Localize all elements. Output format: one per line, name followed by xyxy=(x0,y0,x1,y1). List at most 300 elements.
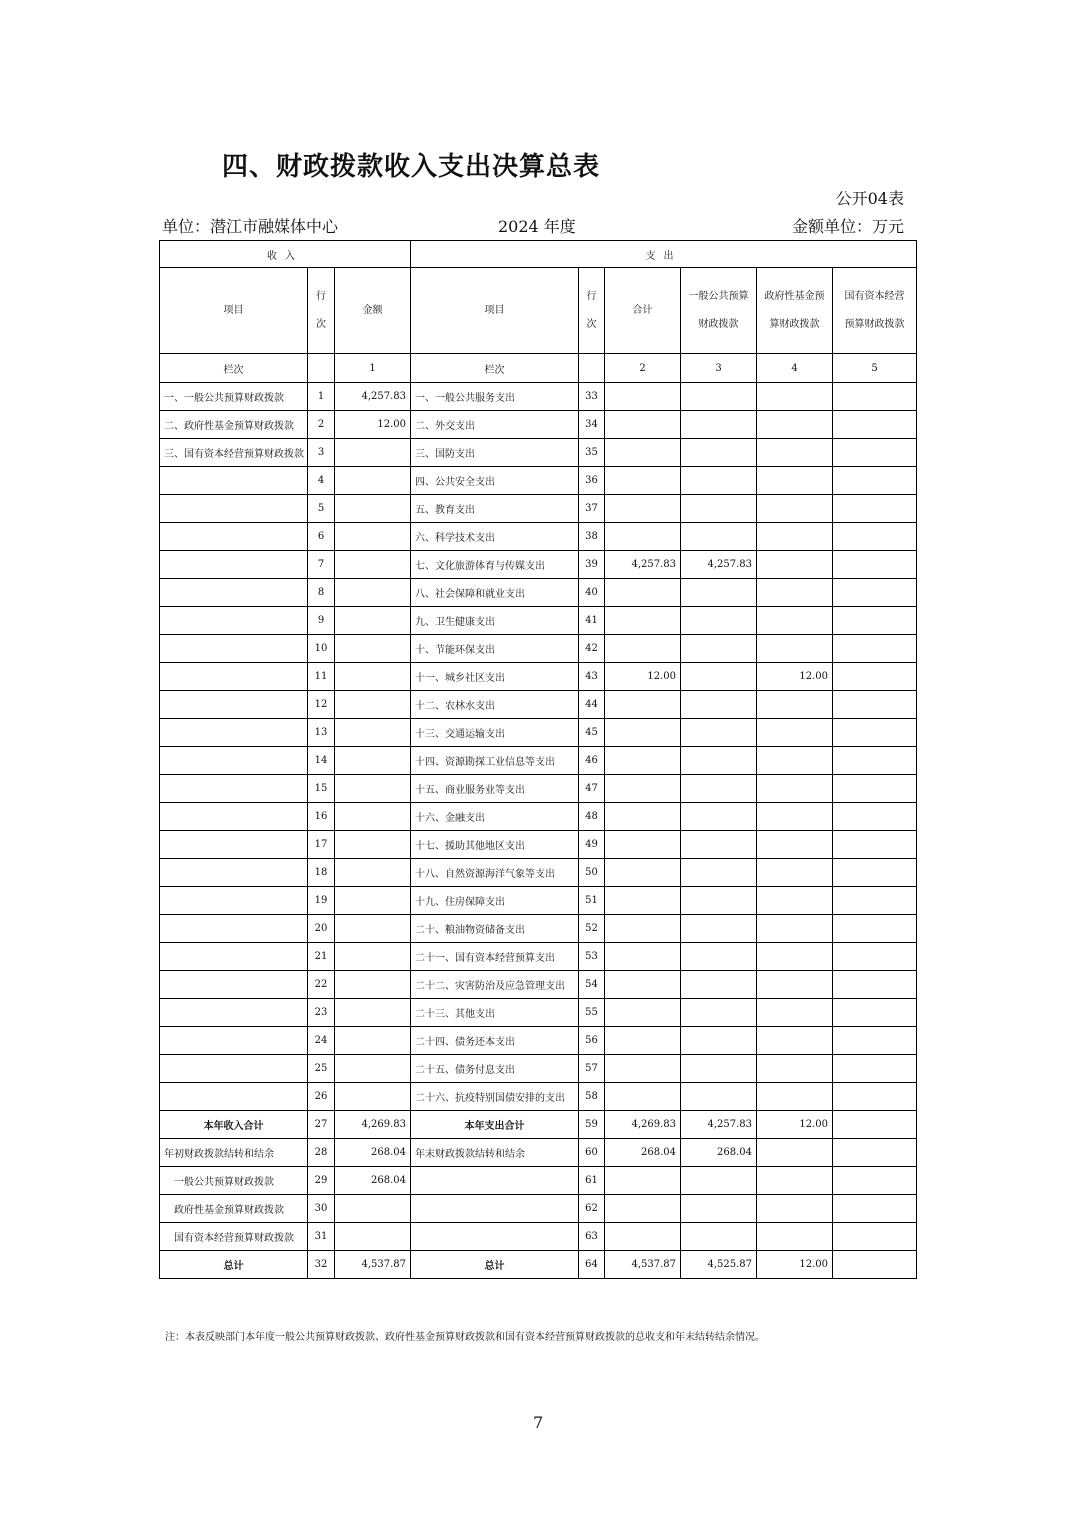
expense-item: 八、社会保障和就业支出 xyxy=(411,579,579,607)
fund-budget-amount xyxy=(757,495,833,523)
income-line-no: 1 xyxy=(308,383,335,411)
state-capital-amount xyxy=(833,467,917,495)
income-item xyxy=(160,747,308,775)
fund-budget-amount: 12.00 xyxy=(757,1111,833,1139)
state-capital-amount xyxy=(833,915,917,943)
income-item xyxy=(160,635,308,663)
income-item xyxy=(160,971,308,999)
income-line-no: 14 xyxy=(308,747,335,775)
income-amount xyxy=(335,1083,411,1111)
expense-total xyxy=(605,915,681,943)
state-capital-amount xyxy=(833,495,917,523)
state-capital-amount xyxy=(833,1251,917,1279)
expense-item xyxy=(411,1223,579,1251)
fund-budget-amount xyxy=(757,1083,833,1111)
income-line-no: 2 xyxy=(308,411,335,439)
income-amount xyxy=(335,915,411,943)
expense-line-no: 52 xyxy=(579,915,605,943)
expense-total xyxy=(605,1027,681,1055)
income-item xyxy=(160,607,308,635)
general-budget-amount xyxy=(681,383,757,411)
income-item xyxy=(160,551,308,579)
table-row xyxy=(160,1055,917,1083)
income-item xyxy=(160,663,308,691)
income-item xyxy=(160,1083,308,1111)
expense-line-no: 60 xyxy=(579,1139,605,1167)
expense-total xyxy=(605,971,681,999)
income-line-no: 3 xyxy=(308,439,335,467)
state-capital-amount xyxy=(833,1111,917,1139)
state-capital-amount xyxy=(833,383,917,411)
table-row xyxy=(160,635,917,663)
state-capital-amount xyxy=(833,691,917,719)
expense-line-no: 33 xyxy=(579,383,605,411)
expense-total xyxy=(605,495,681,523)
income-line-no: 32 xyxy=(308,1251,335,1279)
income-line-header: 行次 xyxy=(308,268,335,354)
fund-budget-amount xyxy=(757,635,833,663)
expense-item: 十三、交通运输支出 xyxy=(411,719,579,747)
general-budget-amount xyxy=(681,439,757,467)
general-budget-amount: 4,257.83 xyxy=(681,1111,757,1139)
income-amount: 268.04 xyxy=(335,1167,411,1195)
expense-item: 二十五、债务付息支出 xyxy=(411,1055,579,1083)
general-budget-amount xyxy=(681,1167,757,1195)
expense-item: 一、一般公共服务支出 xyxy=(411,383,579,411)
table-row xyxy=(160,607,917,635)
expense-item: 六、科学技术支出 xyxy=(411,523,579,551)
general-budget-amount xyxy=(681,579,757,607)
expense-total xyxy=(605,635,681,663)
expense-total xyxy=(605,411,681,439)
income-line-no: 29 xyxy=(308,1167,335,1195)
table-row xyxy=(160,551,917,579)
income-item: 一般公共预算财政拨款 xyxy=(160,1167,308,1195)
expense-item: 二十六、抗疫特别国债安排的支出 xyxy=(411,1083,579,1111)
table-row xyxy=(160,1083,917,1111)
general-budget-amount xyxy=(681,775,757,803)
expense-line-no: 45 xyxy=(579,719,605,747)
expense-line-no: 34 xyxy=(579,411,605,439)
fund-budget-amount xyxy=(757,999,833,1027)
fund-budget-amount xyxy=(757,1139,833,1167)
table-row xyxy=(160,439,917,467)
income-line-no: 24 xyxy=(308,1027,335,1055)
general-budget-header: 一般公共预算财政拨款 xyxy=(681,268,757,354)
general-budget-amount xyxy=(681,1027,757,1055)
income-amount xyxy=(335,663,411,691)
income-amount xyxy=(335,943,411,971)
expense-item: 十、节能环保支出 xyxy=(411,635,579,663)
general-budget-amount xyxy=(681,523,757,551)
general-budget-amount xyxy=(681,887,757,915)
income-item xyxy=(160,859,308,887)
state-capital-amount xyxy=(833,1083,917,1111)
expense-item: 十四、资源勘探工业信息等支出 xyxy=(411,747,579,775)
income-item xyxy=(160,467,308,495)
table-row xyxy=(160,1223,917,1251)
footnote: 注：本表反映部门本年度一般公共预算财政拨款、政府性基金预算财政拨款和国有资本经营预算财政拨款的总收支和年末结转结余情况。 xyxy=(165,1332,765,1343)
expense-item: 年末财政拨款结转和结余 xyxy=(411,1139,579,1167)
income-item xyxy=(160,1027,308,1055)
expense-line-no: 39 xyxy=(579,551,605,579)
expense-line-no: 50 xyxy=(579,859,605,887)
income-item: 二、政府性基金预算财政拨款 xyxy=(160,411,308,439)
expense-item xyxy=(411,1167,579,1195)
income-line-no: 30 xyxy=(308,1195,335,1223)
expense-total: 4,257.83 xyxy=(605,551,681,579)
state-capital-amount xyxy=(833,411,917,439)
income-line-no: 19 xyxy=(308,887,335,915)
expense-line-no: 51 xyxy=(579,887,605,915)
income-line-no: 22 xyxy=(308,971,335,999)
state-capital-amount xyxy=(833,635,917,663)
table-row xyxy=(160,1195,917,1223)
table-row xyxy=(160,1111,917,1139)
table-row xyxy=(160,523,917,551)
income-item xyxy=(160,775,308,803)
income-line-no: 10 xyxy=(308,635,335,663)
expense-item: 十七、援助其他地区支出 xyxy=(411,831,579,859)
expense-line-no: 42 xyxy=(579,635,605,663)
expense-total xyxy=(605,831,681,859)
table-row xyxy=(160,467,917,495)
fund-budget-amount xyxy=(757,971,833,999)
income-amount xyxy=(335,439,411,467)
state-capital-amount xyxy=(833,999,917,1027)
general-budget-amount xyxy=(681,859,757,887)
expense-total: 268.04 xyxy=(605,1139,681,1167)
expense-item: 二十四、债务还本支出 xyxy=(411,1027,579,1055)
fund-budget-amount xyxy=(757,551,833,579)
income-amount xyxy=(335,719,411,747)
income-item xyxy=(160,887,308,915)
income-line-no: 27 xyxy=(308,1111,335,1139)
expense-item: 十九、住房保障支出 xyxy=(411,887,579,915)
state-capital-amount xyxy=(833,439,917,467)
expense-line-no: 46 xyxy=(579,747,605,775)
income-item: 三、国有资本经营预算财政拨款 xyxy=(160,439,308,467)
expense-total xyxy=(605,747,681,775)
income-item: 一、一般公共预算财政拨款 xyxy=(160,383,308,411)
general-budget-amount xyxy=(681,635,757,663)
general-budget-amount xyxy=(681,467,757,495)
fund-budget-amount xyxy=(757,775,833,803)
expense-line-no: 36 xyxy=(579,467,605,495)
income-amount xyxy=(335,579,411,607)
expense-line-no: 35 xyxy=(579,439,605,467)
income-amount xyxy=(335,887,411,915)
income-line-no: 5 xyxy=(308,495,335,523)
expense-item: 五、教育支出 xyxy=(411,495,579,523)
expense-total xyxy=(605,383,681,411)
income-amount xyxy=(335,635,411,663)
income-item: 政府性基金预算财政拨款 xyxy=(160,1195,308,1223)
expense-line-no: 53 xyxy=(579,943,605,971)
general-budget-amount xyxy=(681,691,757,719)
income-amount xyxy=(335,775,411,803)
income-amount xyxy=(335,1223,411,1251)
expense-total xyxy=(605,943,681,971)
state-capital-amount xyxy=(833,859,917,887)
expense-item-header: 项目 xyxy=(411,268,579,354)
income-amount: 268.04 xyxy=(335,1139,411,1167)
income-item xyxy=(160,943,308,971)
expense-line-no: 58 xyxy=(579,1083,605,1111)
income-line-no: 17 xyxy=(308,831,335,859)
income-item: 年初财政拨款结转和结余 xyxy=(160,1139,308,1167)
state-capital-amount xyxy=(833,775,917,803)
expense-item: 九、卫生健康支出 xyxy=(411,607,579,635)
expense-item: 七、文化旅游体育与传媒支出 xyxy=(411,551,579,579)
table-row xyxy=(160,495,917,523)
table-row xyxy=(160,579,917,607)
state-capital-amount xyxy=(833,579,917,607)
expense-line-no: 56 xyxy=(579,1027,605,1055)
expense-item: 二十二、灾害防治及应急管理支出 xyxy=(411,971,579,999)
general-budget-amount xyxy=(681,663,757,691)
state-capital-amount xyxy=(833,1139,917,1167)
income-amount: 4,269.83 xyxy=(335,1111,411,1139)
income-line-no: 21 xyxy=(308,943,335,971)
fund-budget-amount xyxy=(757,523,833,551)
state-capital-amount xyxy=(833,831,917,859)
expense-total xyxy=(605,579,681,607)
expense-total xyxy=(605,719,681,747)
fund-budget-amount xyxy=(757,579,833,607)
fund-budget-amount xyxy=(757,1027,833,1055)
expense-line-no: 44 xyxy=(579,691,605,719)
expense-item: 十六、金融支出 xyxy=(411,803,579,831)
income-amount xyxy=(335,1027,411,1055)
expense-line-no: 37 xyxy=(579,495,605,523)
expense-item: 十八、自然资源海洋气象等支出 xyxy=(411,859,579,887)
expense-total: 4,269.83 xyxy=(605,1111,681,1139)
fund-budget-amount: 12.00 xyxy=(757,663,833,691)
income-line-no: 7 xyxy=(308,551,335,579)
state-capital-amount xyxy=(833,971,917,999)
table-row xyxy=(160,747,917,775)
table-row xyxy=(160,663,917,691)
income-item: 国有资本经营预算财政拨款 xyxy=(160,1223,308,1251)
expense-header: 支出 xyxy=(411,241,917,268)
income-amount xyxy=(335,1055,411,1083)
table-row xyxy=(160,383,917,411)
general-budget-amount xyxy=(681,1195,757,1223)
fund-budget-amount xyxy=(757,1167,833,1195)
income-item xyxy=(160,495,308,523)
fund-budget-amount xyxy=(757,859,833,887)
form-number: 公开04表 xyxy=(835,189,904,208)
fund-budget-amount xyxy=(757,607,833,635)
income-amount: 12.00 xyxy=(335,411,411,439)
expense-total xyxy=(605,803,681,831)
expense-line-no: 55 xyxy=(579,999,605,1027)
table-row xyxy=(160,1167,917,1195)
income-amount: 4,537.87 xyxy=(335,1251,411,1279)
table-row xyxy=(160,1251,917,1279)
expense-line-no: 43 xyxy=(579,663,605,691)
fund-budget-amount xyxy=(757,831,833,859)
money-unit: 金额单位：万元 xyxy=(791,217,904,236)
fund-budget-amount xyxy=(757,747,833,775)
table-row xyxy=(160,1027,917,1055)
income-line-no: 31 xyxy=(308,1223,335,1251)
fund-budget-amount xyxy=(757,1223,833,1251)
general-budget-amount xyxy=(681,831,757,859)
total-header: 合计 xyxy=(605,268,681,354)
income-amount xyxy=(335,1195,411,1223)
expense-total xyxy=(605,775,681,803)
expense-item: 十二、农林水支出 xyxy=(411,691,579,719)
fund-budget-amount xyxy=(757,1055,833,1083)
expense-total xyxy=(605,1195,681,1223)
fiscal-year: 2024 年度 xyxy=(498,217,576,236)
expense-line-no: 49 xyxy=(579,831,605,859)
fund-budget-amount xyxy=(757,467,833,495)
state-capital-amount xyxy=(833,1027,917,1055)
table-row xyxy=(160,859,917,887)
income-line-no: 16 xyxy=(308,803,335,831)
general-budget-amount xyxy=(681,999,757,1027)
income-amount xyxy=(335,691,411,719)
expense-item: 二十三、其他支出 xyxy=(411,999,579,1027)
income-line-no: 13 xyxy=(308,719,335,747)
income-header: 收入 xyxy=(160,241,411,268)
expense-line-no: 57 xyxy=(579,1055,605,1083)
expense-total xyxy=(605,1167,681,1195)
expense-total: 12.00 xyxy=(605,663,681,691)
income-line-no: 18 xyxy=(308,859,335,887)
state-capital-amount xyxy=(833,551,917,579)
state-capital-amount xyxy=(833,1223,917,1251)
expense-line-no: 63 xyxy=(579,1223,605,1251)
income-line-no: 12 xyxy=(308,691,335,719)
state-capital-amount xyxy=(833,1055,917,1083)
expense-total: 4,537.87 xyxy=(605,1251,681,1279)
table-row xyxy=(160,775,917,803)
state-capital-amount xyxy=(833,943,917,971)
expense-total xyxy=(605,607,681,635)
income-line-no: 4 xyxy=(308,467,335,495)
income-line-no: 6 xyxy=(308,523,335,551)
income-amount xyxy=(335,747,411,775)
column-number-4: 4 xyxy=(757,354,833,383)
general-budget-amount xyxy=(681,495,757,523)
general-budget-amount xyxy=(681,971,757,999)
expense-item: 十一、城乡社区支出 xyxy=(411,663,579,691)
table-row xyxy=(160,691,917,719)
fund-budget-amount: 12.00 xyxy=(757,1251,833,1279)
reporting-unit: 单位：潜江市融媒体中心 xyxy=(162,217,339,236)
general-budget-amount xyxy=(681,803,757,831)
table-row xyxy=(160,719,917,747)
fund-budget-amount xyxy=(757,719,833,747)
state-capital-amount xyxy=(833,887,917,915)
general-budget-amount xyxy=(681,1223,757,1251)
expense-total xyxy=(605,887,681,915)
fund-budget-amount xyxy=(757,915,833,943)
state-capital-amount xyxy=(833,747,917,775)
general-budget-amount: 4,525.87 xyxy=(681,1251,757,1279)
expense-item: 三、国防支出 xyxy=(411,439,579,467)
general-budget-amount: 4,257.83 xyxy=(681,551,757,579)
expense-item: 二、外交支出 xyxy=(411,411,579,439)
income-item: 总计 xyxy=(160,1251,308,1279)
general-budget-amount xyxy=(681,1083,757,1111)
state-capital-amount xyxy=(833,719,917,747)
income-item xyxy=(160,803,308,831)
income-amount: 4,257.83 xyxy=(335,383,411,411)
expense-column-label: 栏次 xyxy=(411,354,579,383)
expense-item: 二十、粮油物资储备支出 xyxy=(411,915,579,943)
income-item xyxy=(160,523,308,551)
expense-total xyxy=(605,467,681,495)
income-item: 本年收入合计 xyxy=(160,1111,308,1139)
income-item xyxy=(160,579,308,607)
expense-total xyxy=(605,439,681,467)
table-row xyxy=(160,915,917,943)
general-budget-amount xyxy=(681,943,757,971)
income-line-no: 25 xyxy=(308,1055,335,1083)
income-item xyxy=(160,831,308,859)
expense-line-no: 61 xyxy=(579,1167,605,1195)
expense-item: 二十一、国有资本经营预算支出 xyxy=(411,943,579,971)
general-budget-amount: 268.04 xyxy=(681,1139,757,1167)
budget-summary-table xyxy=(159,240,917,1279)
income-line-no: 8 xyxy=(308,579,335,607)
income-line-no: 23 xyxy=(308,999,335,1027)
column-number-1: 1 xyxy=(335,354,411,383)
column-number-3: 3 xyxy=(681,354,757,383)
state-capital-amount xyxy=(833,607,917,635)
income-amount xyxy=(335,467,411,495)
income-amount xyxy=(335,523,411,551)
income-item xyxy=(160,719,308,747)
fund-budget-amount xyxy=(757,1195,833,1223)
expense-item: 本年支出合计 xyxy=(411,1111,579,1139)
expense-total xyxy=(605,859,681,887)
expense-line-header: 行次 xyxy=(579,268,605,354)
table-row xyxy=(160,887,917,915)
expense-total xyxy=(605,1083,681,1111)
general-budget-amount xyxy=(681,915,757,943)
expense-line-no: 54 xyxy=(579,971,605,999)
column-number-5: 5 xyxy=(833,354,917,383)
income-line-no: 20 xyxy=(308,915,335,943)
expense-item: 四、公共安全支出 xyxy=(411,467,579,495)
table-row xyxy=(160,411,917,439)
fund-budget-header: 政府性基金预算财政拨款 xyxy=(757,268,833,354)
table-row xyxy=(160,831,917,859)
income-line-no: 15 xyxy=(308,775,335,803)
column-label: 栏次 xyxy=(160,354,308,383)
expense-line-no: 59 xyxy=(579,1111,605,1139)
general-budget-amount xyxy=(681,607,757,635)
fund-budget-amount xyxy=(757,411,833,439)
table-row xyxy=(160,943,917,971)
income-amount xyxy=(335,607,411,635)
income-amount xyxy=(335,495,411,523)
expense-line-no: 64 xyxy=(579,1251,605,1279)
fund-budget-amount xyxy=(757,383,833,411)
income-amount xyxy=(335,971,411,999)
fund-budget-amount xyxy=(757,691,833,719)
expense-line-no: 48 xyxy=(579,803,605,831)
income-amount xyxy=(335,831,411,859)
expense-total xyxy=(605,1223,681,1251)
expense-line-no: 38 xyxy=(579,523,605,551)
